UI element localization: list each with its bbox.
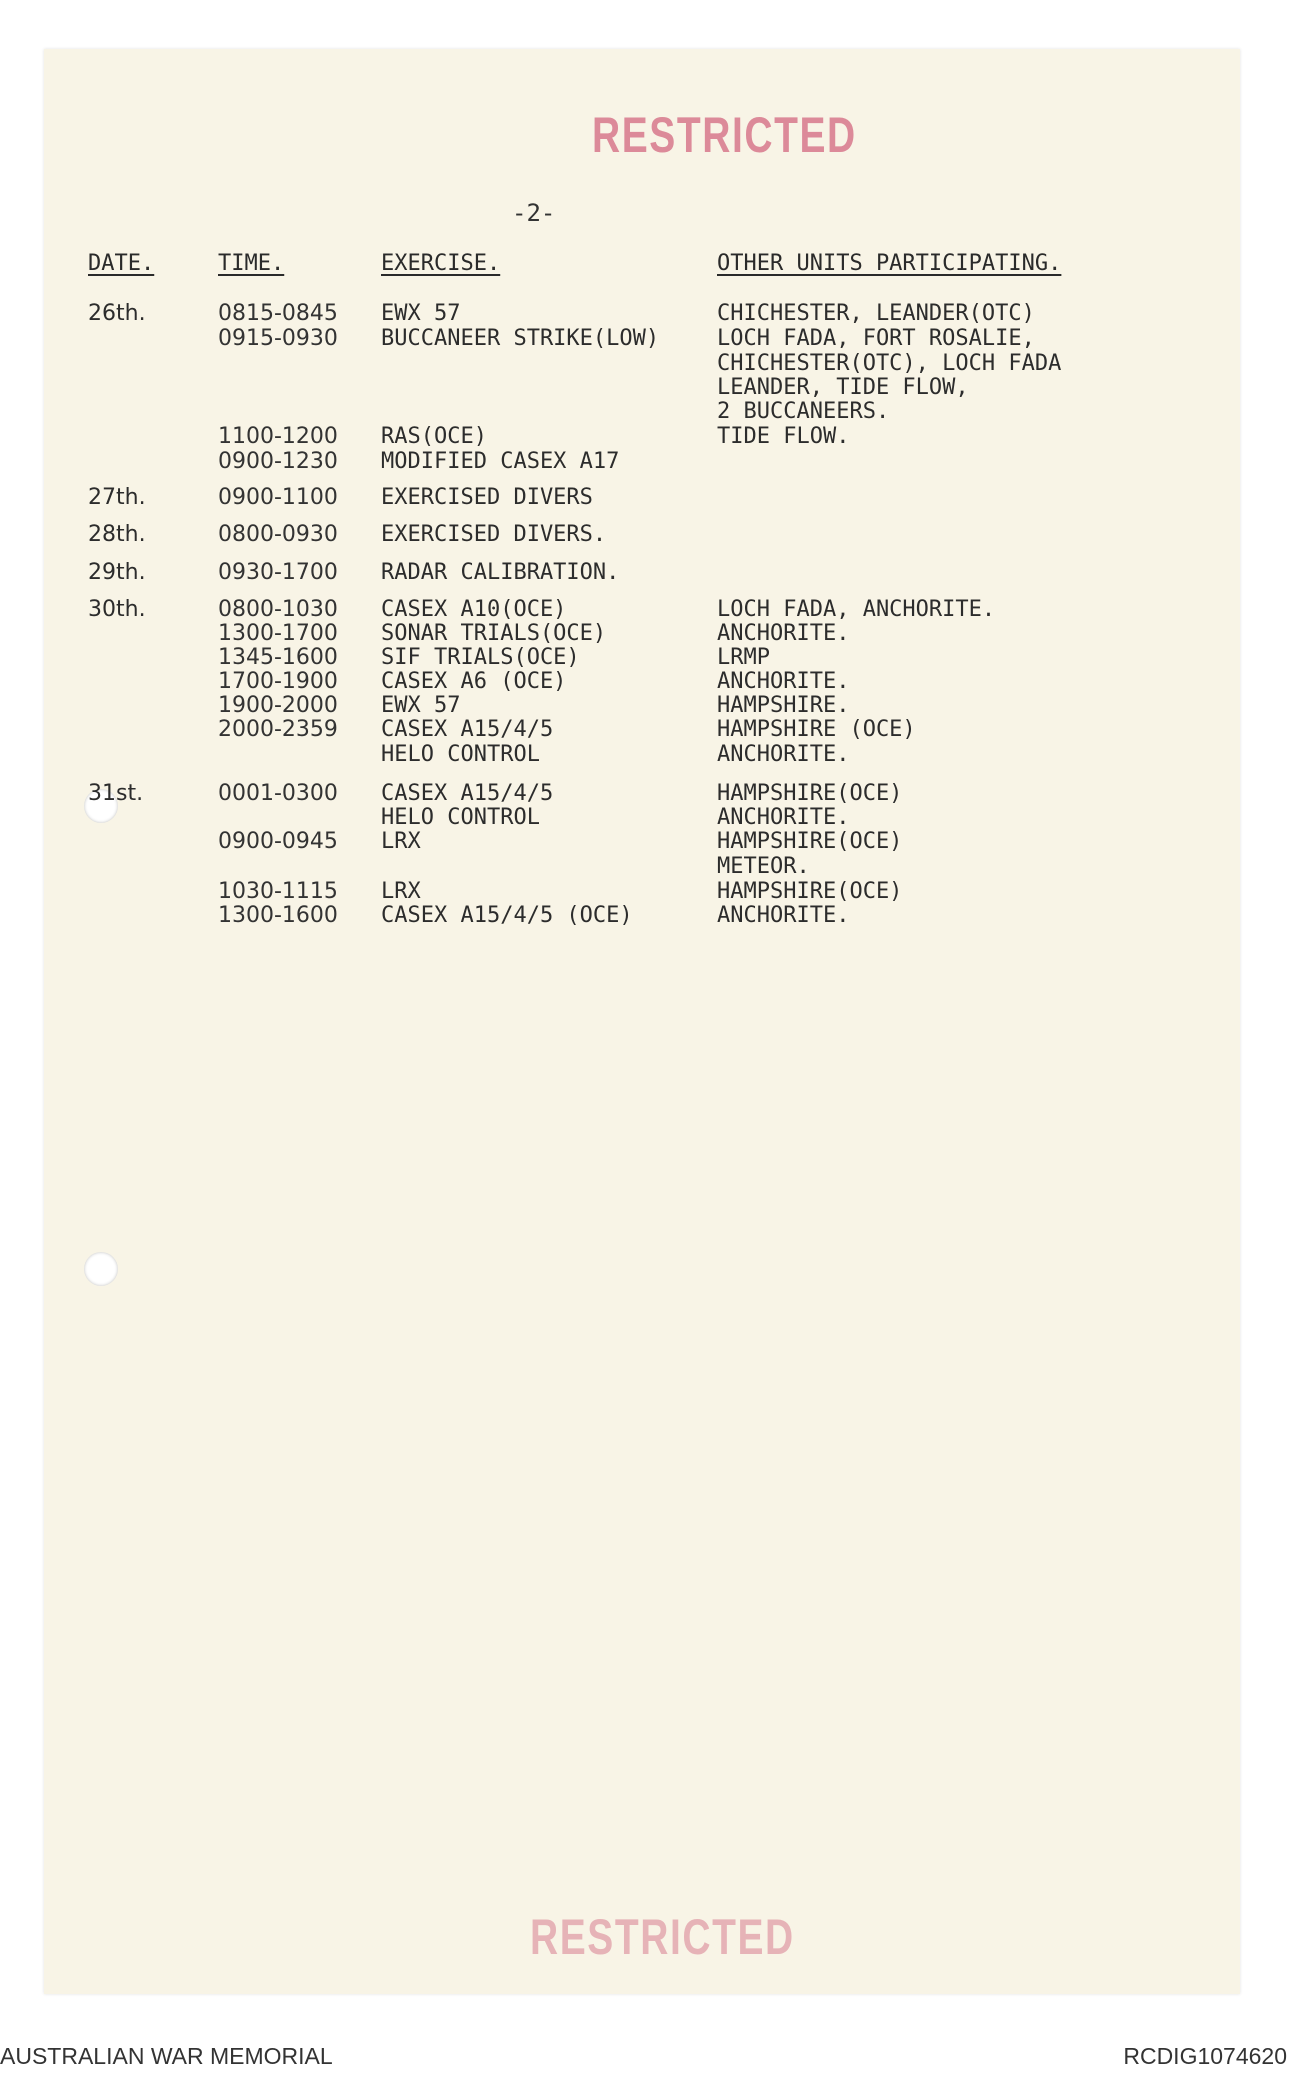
row-units-cell: HAMPSHIRE (OCE) (717, 717, 916, 742)
row-units-cell: LEANDER, TIDE FLOW, (717, 375, 969, 400)
restricted-stamp-bottom: RESTRICTED (530, 1909, 795, 1965)
row-time-cell: 0900-0945 (218, 829, 338, 854)
row-time-cell: 0001-0300 (218, 781, 338, 806)
row-exercise-cell: SIF TRIALS(OCE) (381, 645, 580, 670)
row-units-cell: HAMPSHIRE(OCE) (717, 781, 903, 806)
header-units: OTHER UNITS PARTICIPATING. (717, 251, 1062, 276)
header-exercise: EXERCISE. (381, 251, 501, 276)
row-units-cell: ANCHORITE. (717, 669, 850, 694)
row-time-cell: 2000-2359 (218, 717, 338, 742)
row-time-cell: 1300-1600 (218, 903, 338, 928)
row-exercise-cell: CASEX A15/4/5 (381, 781, 554, 806)
row-units-cell: HAMPSHIRE(OCE) (717, 879, 903, 904)
row-exercise-cell: RAS(OCE) (381, 424, 487, 449)
row-exercise-cell: SONAR TRIALS(OCE) (381, 621, 607, 646)
row-date-cell: 28th. (88, 522, 146, 547)
row-units-cell: METEOR. (717, 854, 810, 879)
row-units-cell: HAMPSHIRE(OCE) (717, 829, 903, 854)
row-exercise-cell: HELO CONTROL (381, 742, 540, 767)
row-time-cell: 1030-1115 (218, 879, 338, 904)
page-number: -2- (512, 199, 556, 227)
row-units-cell: 2 BUCCANEERS. (717, 399, 890, 424)
row-units-cell: LOCH FADA, FORT ROSALIE, (717, 326, 1035, 351)
row-exercise-cell: EWX 57 (381, 301, 461, 326)
row-time-cell: 1345-1600 (218, 645, 338, 670)
row-exercise-cell: EXERCISED DIVERS. (381, 522, 607, 547)
row-units-cell: LRMP (717, 645, 770, 670)
row-time-cell: 0900-1230 (218, 449, 338, 474)
row-exercise-cell: CASEX A15/4/5 (OCE) (381, 903, 633, 928)
header-time: TIME. (218, 251, 285, 276)
row-date-cell: 27th. (88, 485, 146, 510)
row-time-cell: 1900-2000 (218, 693, 338, 718)
row-units-cell: ANCHORITE. (717, 621, 850, 646)
footer-source: AUSTRALIAN WAR MEMORIAL (0, 2043, 333, 2069)
row-exercise-cell: MODIFIED CASEX A17 (381, 449, 620, 474)
row-time-cell: 1300-1700 (218, 621, 338, 646)
row-exercise-cell: BUCCANEER STRIKE(LOW) (381, 326, 660, 351)
row-exercise-cell: CASEX A15/4/5 (381, 717, 554, 742)
row-time-cell: 0900-1100 (218, 485, 338, 510)
row-units-cell: ANCHORITE. (717, 805, 850, 830)
row-date-cell: 26th. (88, 301, 146, 326)
row-exercise-cell: CASEX A6 (OCE) (381, 669, 567, 694)
row-time-cell: 1100-1200 (218, 424, 338, 449)
row-time-cell: 1700-1900 (218, 669, 338, 694)
header-date: DATE. (88, 251, 155, 276)
row-time-cell: 0815-0845 (218, 301, 338, 326)
row-units-cell: ANCHORITE. (717, 742, 850, 767)
row-exercise-cell: EWX 57 (381, 693, 461, 718)
row-units-cell: TIDE FLOW. (717, 424, 850, 449)
row-exercise-cell: LRX (381, 829, 421, 854)
row-exercise-cell: HELO CONTROL (381, 805, 540, 830)
row-units-cell: ANCHORITE. (717, 903, 850, 928)
row-time-cell: 0800-0930 (218, 522, 338, 547)
row-units-cell: CHICHESTER, LEANDER(OTC) (717, 301, 1035, 326)
punch-hole-bottom (84, 1252, 118, 1286)
row-time-cell: 0930-1700 (218, 560, 338, 585)
row-exercise-cell: CASEX A10(OCE) (381, 597, 567, 622)
row-exercise-cell: RADAR CALIBRATION. (381, 560, 620, 585)
restricted-stamp-top: RESTRICTED (592, 107, 857, 163)
row-units-cell: HAMPSHIRE. (717, 693, 850, 718)
row-date-cell: 30th. (88, 597, 146, 622)
row-exercise-cell: EXERCISED DIVERS (381, 485, 593, 510)
row-time-cell: 0800-1030 (218, 597, 338, 622)
row-units-cell: CHICHESTER(OTC), LOCH FADA (717, 351, 1062, 376)
row-time-cell: 0915-0930 (218, 326, 338, 351)
row-exercise-cell: LRX (381, 879, 421, 904)
row-date-cell: 29th. (88, 560, 146, 585)
row-units-cell: LOCH FADA, ANCHORITE. (717, 597, 996, 622)
row-date-cell: 31st. (88, 781, 144, 806)
footer-reference: RCDIG1074620 (1123, 2043, 1287, 2069)
